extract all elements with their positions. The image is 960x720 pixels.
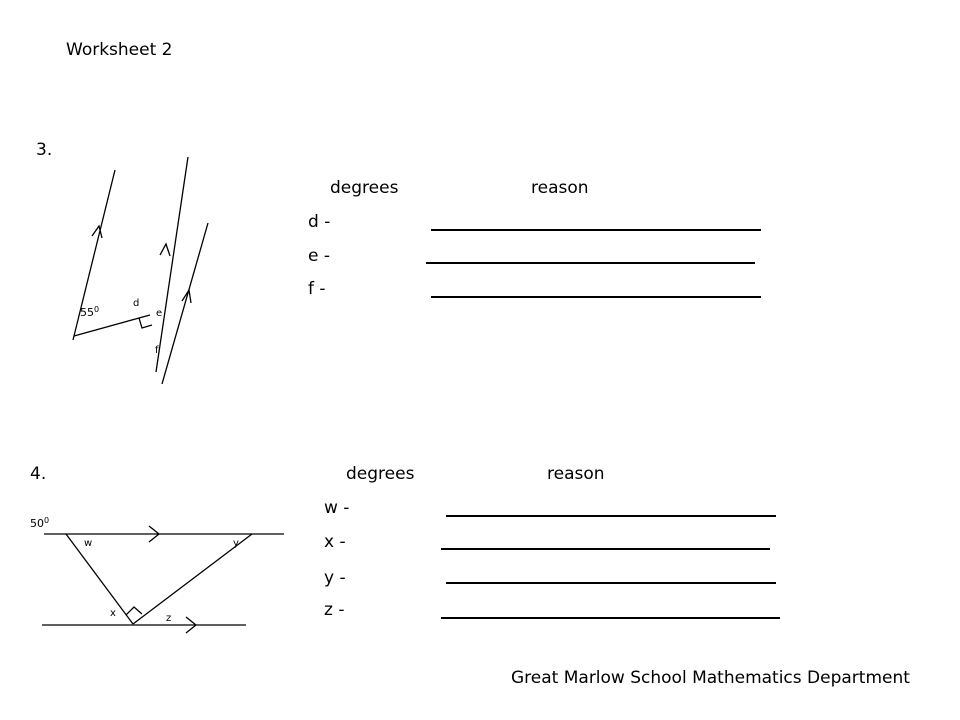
question-4-number: 4.	[30, 464, 47, 484]
q4-reason-heading: reason	[547, 464, 605, 484]
q4-right-angle-marker	[126, 607, 142, 615]
q4-answer-label-x: x -	[324, 532, 346, 552]
q3-angle-55-label: $55^0$	[80, 305, 100, 319]
q4-transversal-left	[66, 534, 133, 624]
q4-answer-label-w: w -	[324, 498, 350, 518]
q4-answer-label-z: z -	[324, 600, 345, 620]
q3-arrow-mark-2	[160, 244, 170, 256]
q3-answer-label-f: f -	[308, 279, 326, 299]
q3-answer-label-d: d -	[308, 212, 331, 232]
q4-answer-line-y[interactable]	[446, 582, 776, 584]
question-3-number: 3.	[36, 140, 53, 160]
q4-label-y: y	[233, 538, 239, 549]
q4-answer-line-w[interactable]	[446, 515, 776, 517]
q3-parallel-line-3	[162, 223, 208, 384]
q4-label-z: z	[166, 613, 172, 624]
q3-answer-line-e[interactable]	[426, 262, 755, 264]
q3-reason-heading: reason	[531, 178, 589, 198]
q4-angle-50-label: $50^0$	[30, 516, 50, 530]
q3-label-e: e	[156, 308, 163, 319]
q4-degrees-heading: degrees	[346, 464, 415, 484]
q3-degrees-heading: degrees	[330, 178, 399, 198]
q4-answer-line-x[interactable]	[441, 548, 770, 550]
q3-parallel-line-2	[156, 157, 188, 372]
q4-answer-line-z[interactable]	[441, 617, 780, 619]
q3-answer-label-e: e -	[308, 246, 330, 266]
q3-answer-line-f[interactable]	[431, 296, 761, 298]
q4-label-w: w	[84, 538, 93, 549]
q3-answer-line-d[interactable]	[431, 229, 761, 231]
q3-label-d: d	[133, 298, 140, 309]
q3-right-angle-marker	[139, 318, 152, 328]
worksheet-title: Worksheet 2	[66, 40, 173, 60]
q4-answer-label-y: y -	[324, 568, 346, 588]
q3-label-f: f	[155, 345, 159, 356]
footer-department: Great Marlow School Mathematics Department	[511, 668, 910, 688]
q4-label-x: x	[110, 608, 116, 619]
